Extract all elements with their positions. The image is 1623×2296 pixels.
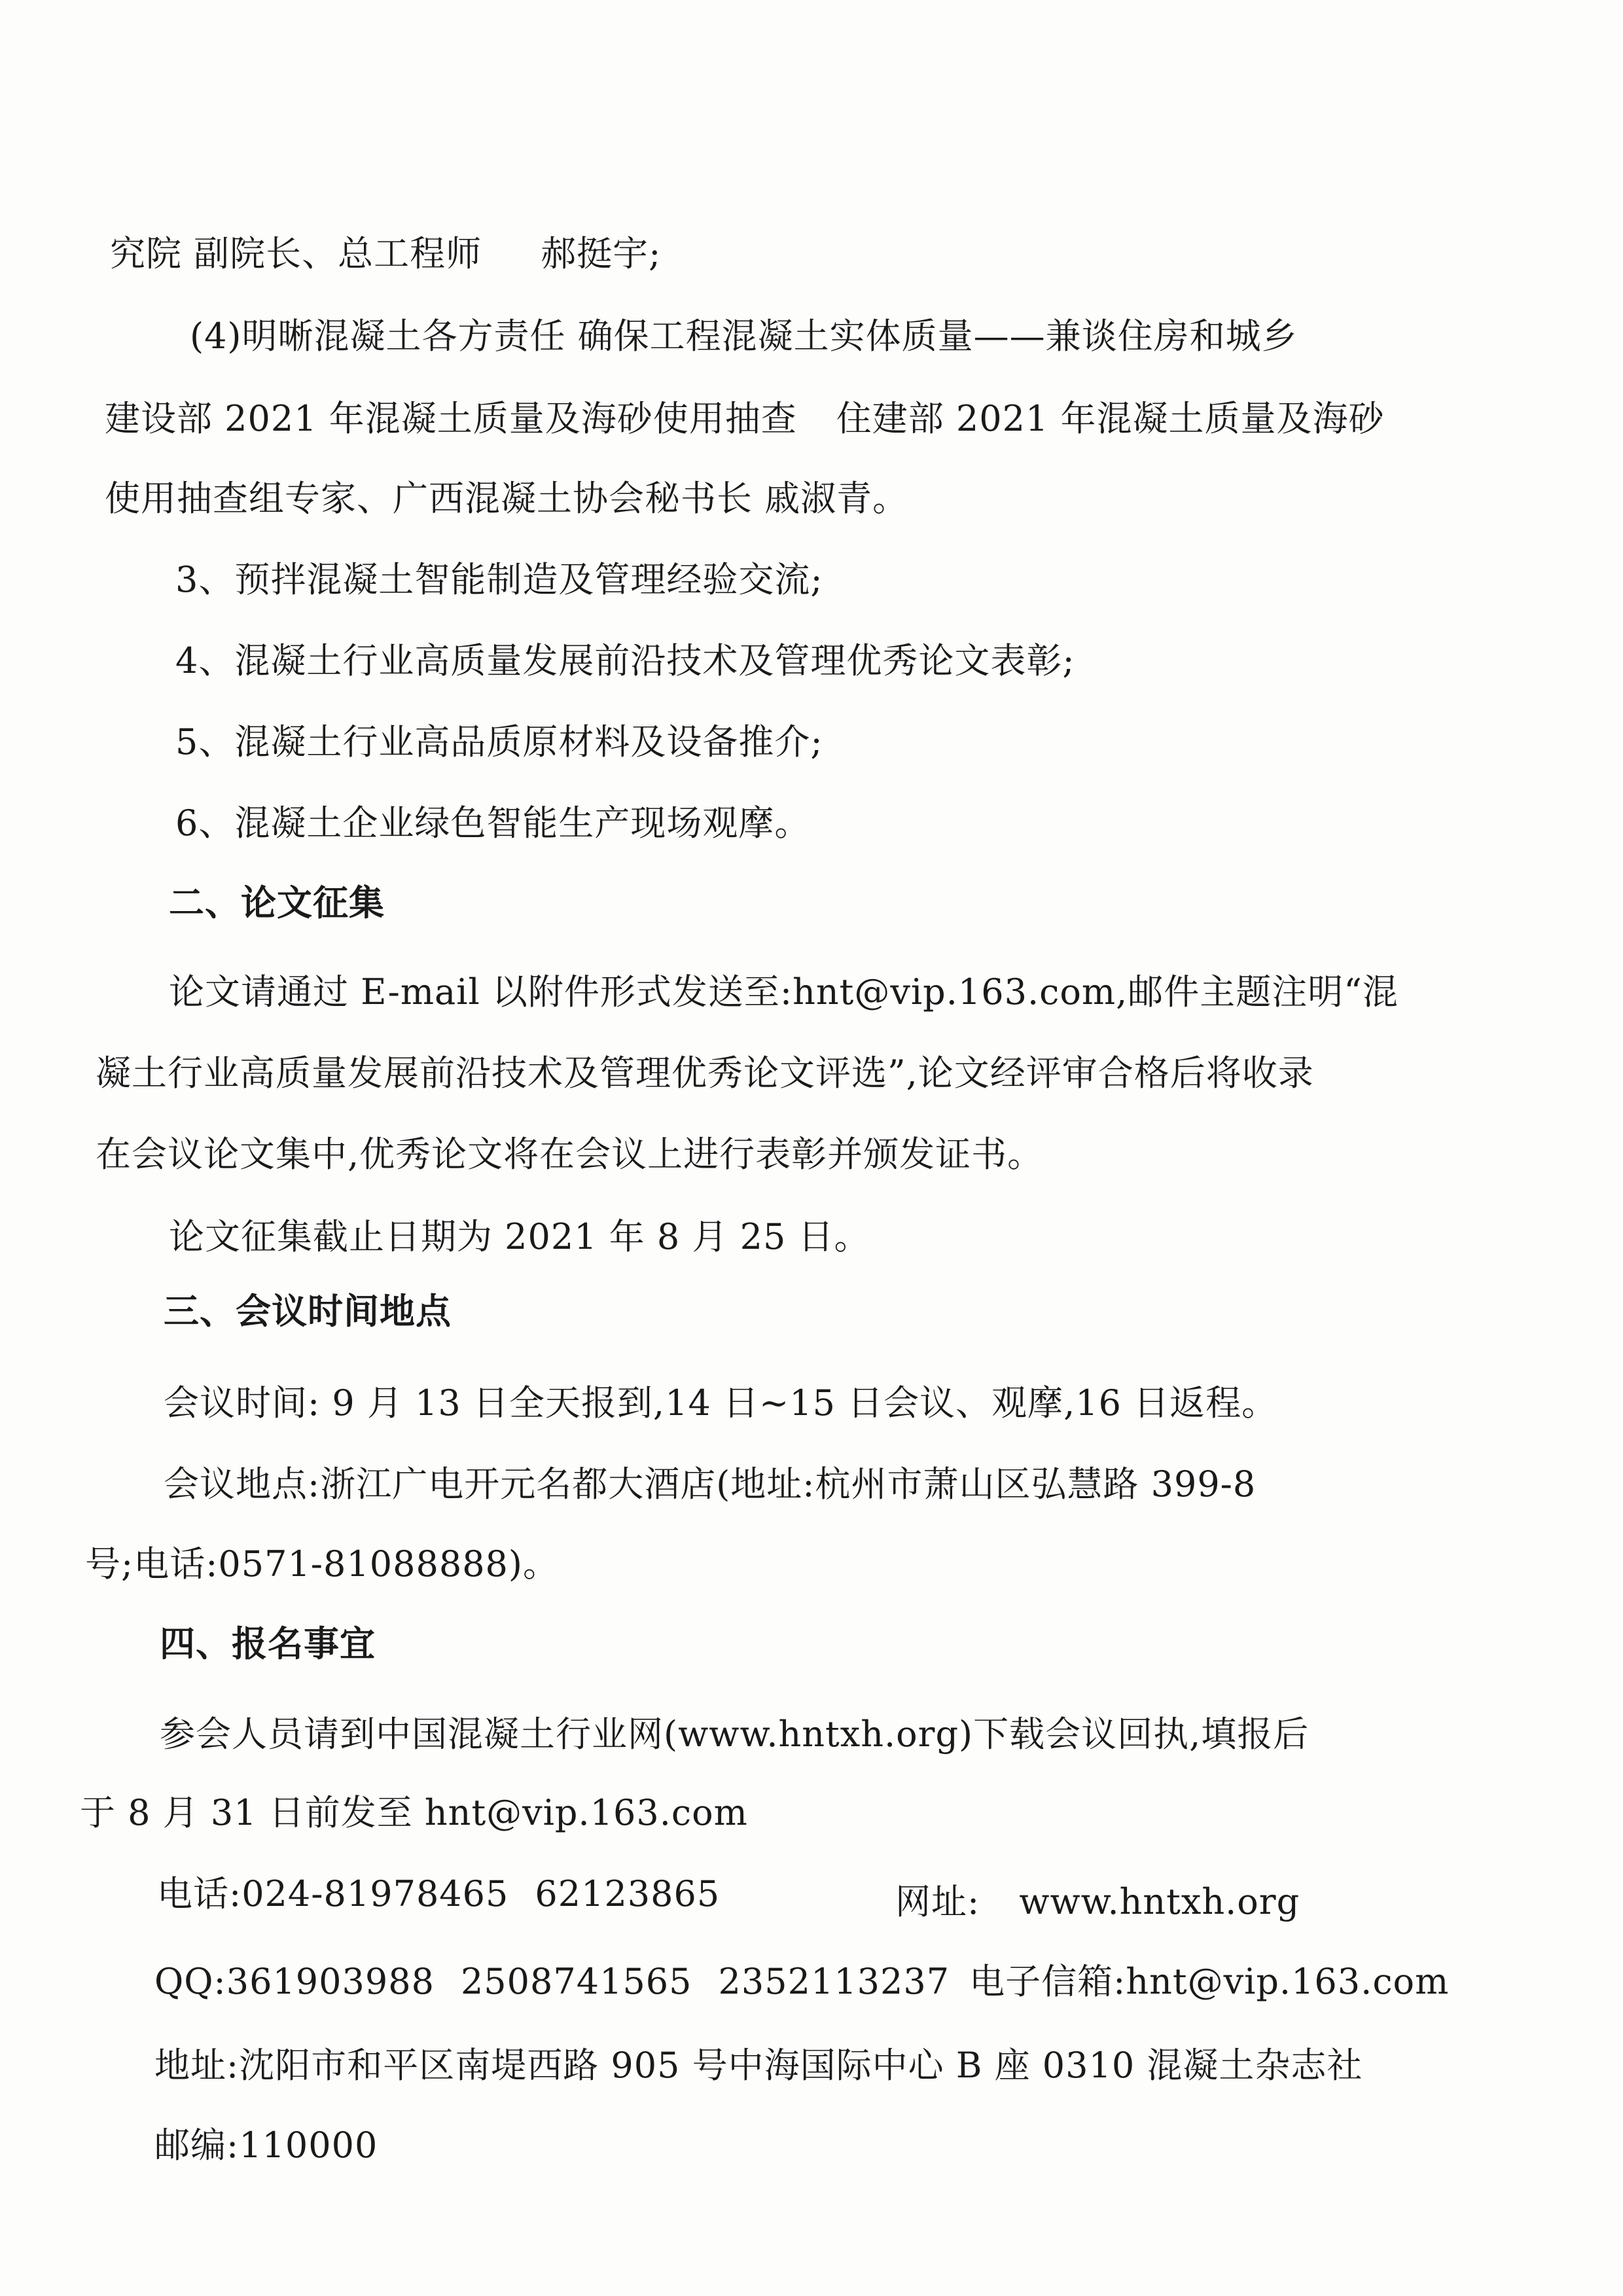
qq-1: 361903988 [226,1961,435,2002]
email-address: hnt@vip.163.com [1126,1961,1450,2002]
list-item-4: 4、混凝土行业高质量发展前沿技术及管理优秀论文表彰; [175,640,1075,681]
phone-label: 电话: [157,1873,242,1914]
meeting-time: 会议时间: 9 月 13 日全天报到,14 日~15 日会议、观摩,16 日返程。 [164,1382,1278,1424]
phone-1: 024-81978465 [241,1873,509,1914]
list-item-6: 6、混凝土企业绿色智能生产现场观摩。 [175,802,811,844]
text-line-11: 在会议论文集中,优秀论文将在会议上进行表彰并颁发证书。 [96,1134,1044,1175]
list-item-5: 5、混凝土行业高品质原材料及设备推介; [175,721,823,762]
qq-3: 2352113237 [718,1961,950,2002]
text-line-12: 论文征集截止日期为 2021 年 8 月 25 日。 [169,1216,870,1257]
contact-address: 地址:沈阳市和平区南堤西路 905 号中海国际中心 B 座 0310 混凝土杂志社 [154,2045,1363,2086]
list-item-3: 3、预拌混凝土智能制造及管理经验交流; [175,559,823,600]
line-1-person: 郝挺宇; [541,233,662,274]
contact-qq [154,1961,1449,2003]
text-line-3 [105,398,1385,440]
contact-phone [157,1873,720,1915]
text-line-1 [110,233,661,275]
section-heading-4: 四、报名事宜 [160,1623,376,1664]
section-heading-2: 二、论文征集 [169,882,385,924]
text-line-2: (4)明晰混凝土各方责任 确保工程混凝土实体质量——兼谈住房和城乡 [190,315,1298,357]
line-1-org: 究院 副院长、总工程师 [110,233,482,274]
text-line-10: 凝土行业高质量发展前沿技术及管理优秀论文评选”,论文经评审合格后将收录 [96,1052,1314,1094]
text-line-16: 参会人员请到中国混凝土行业网(www.hntxh.org)下载会议回执,填报后 [160,1713,1310,1755]
qq-2: 2508741565 [460,1961,692,2002]
meeting-venue: 会议地点:浙江广电开元名都大酒店(地址:杭州市萧山区弘慧路 399-8 [164,1463,1257,1505]
section-heading-3: 三、会议时间地点 [164,1291,452,1332]
email-label: 电子信箱: [969,1961,1126,2002]
contact-web [895,1881,1300,1923]
contact-postcode: 邮编:110000 [154,2125,378,2166]
text-line-9: 论文请通过 E-mail 以附件形式发送至:hnt@vip.163.com,邮件主题注明“混 [169,971,1399,1013]
web-url: www.hntxh.org [1019,1881,1300,1922]
qq-label: QQ: [154,1961,226,2002]
text-line-4: 使用抽查组专家、广西混凝土协会秘书长 戚淑青。 [105,478,909,519]
phone-2: 62123865 [535,1873,721,1914]
line-3-part-a: 建设部 2021 年混凝土质量及海砂使用抽查 [105,398,797,439]
web-label: 网址: [895,1881,980,1922]
text-line-17: 于 8 月 31 日前发至 hnt@vip.163.com [80,1792,748,1833]
meeting-venue-cont: 号;电话:0571-81088888)。 [85,1543,559,1585]
line-3-part-b: 住建部 2021 年混凝土质量及海砂 [836,398,1385,439]
